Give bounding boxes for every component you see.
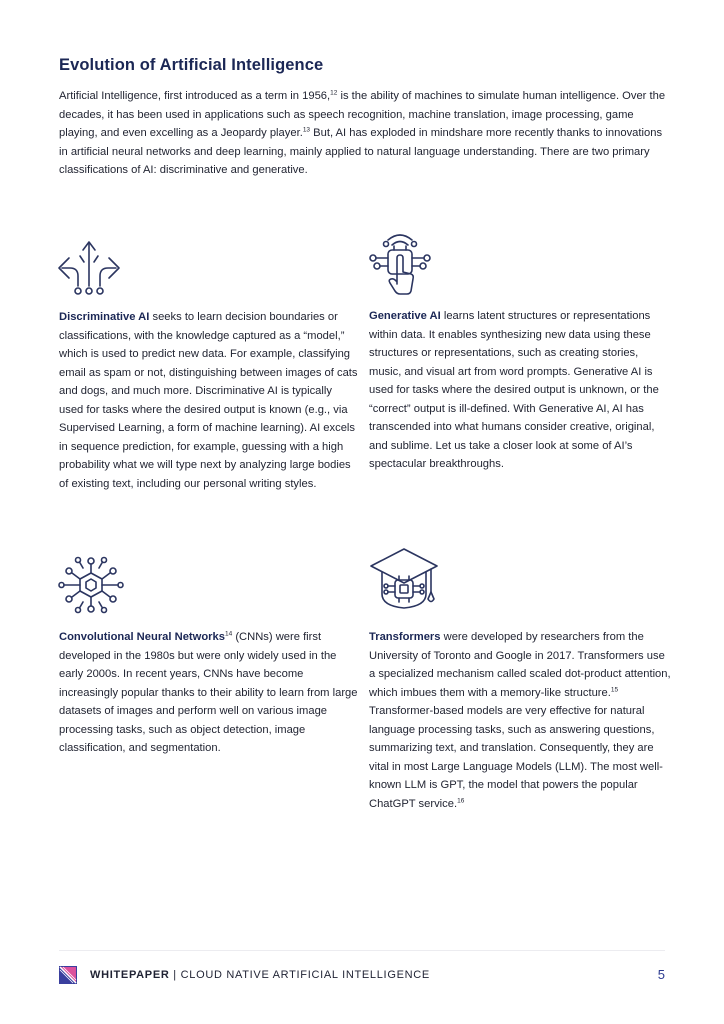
discriminative-ai-term: Discriminative AI bbox=[59, 311, 150, 323]
transformers-term: Transformers bbox=[369, 631, 441, 643]
footnote-ref-12[interactable]: 12 bbox=[330, 89, 338, 97]
intro-text-1: Artificial Intelligence, first introduced as a term in 1956, bbox=[59, 90, 331, 102]
transformers-paragraph bbox=[369, 628, 671, 813]
footnote-ref-16[interactable]: 16 bbox=[457, 796, 465, 804]
discriminative-ai-section bbox=[59, 308, 359, 493]
page-title: Evolution of Artificial Intelligence bbox=[59, 56, 324, 74]
intro-text-3: But, AI has exploded in mindshare more recently thanks to innovations in artificial neural networks and deep learning, mainly applied to natural language understanding. There are two primary classifications of AI: discriminative and generative. bbox=[59, 127, 663, 177]
touch-chip-icon bbox=[366, 228, 434, 300]
discriminative-ai-text: seeks to learn decision boundaries or classifications, with the knowledge captured as a “model,” which is used to predict new data. For example, classifying email as spam or not, distinguishing between images of cats and dogs, and much more. Discriminative AI is typically used for tasks where the desired output is known (e.g., via Supervised Learning, a form of machine learning). AI excels in sequence prediction, for example, guessing with a high probability what we will type next by analyzing large bodies of existing text, including our personal writing styles. bbox=[59, 311, 358, 490]
transformers-text-2: Transformer-based models are very effective for natural language processing tasks, such as answering questions, summarizing text, and translation. Consequently, they are vital in most Large Language Models (LLM). The most well-known LLM is GPT, the model that powers the popular ChatGPT service. bbox=[369, 705, 663, 810]
footer-doc-title: CLOUD NATIVE ARTIFICIAL INTELLIGENCE bbox=[180, 969, 430, 981]
footnote-ref-15[interactable]: 15 bbox=[610, 685, 619, 693]
footer-divider bbox=[59, 950, 665, 951]
generative-ai-term: Generative AI bbox=[369, 310, 441, 322]
footer-label bbox=[90, 969, 430, 981]
footer-doc-type: WHITEPAPER bbox=[90, 969, 170, 981]
neural-network-chip-icon bbox=[58, 554, 124, 616]
cnn-section bbox=[59, 628, 359, 758]
branching-arrows-icon bbox=[56, 238, 122, 300]
footnote-ref-14[interactable]: 14 bbox=[224, 630, 233, 638]
cnn-text: (CNNs) were first developed in the 1980s but were only widely used in the early 2000s. In recent years, CNNs have become increasingly popular thanks to their ability to learn from large datasets of images and perform well on various image processing tasks, such as object detection, image classification, and segmentation. bbox=[59, 631, 358, 754]
page-footer bbox=[59, 966, 665, 986]
cncf-logo-icon bbox=[59, 966, 77, 987]
generative-ai-text: learns latent structures or representations within data. It enables synthesizing new data using these structures or representations, such as creating stories, music, and visual art from word prompts. Generative AI is used for tasks where the desired output is unknown, or the “correct” output is ill-defined. With Generative AI, AI has transcended into what humans consider creative, original, and sublime. Let us take a closer look at some of AI’s spectacular breakthroughs. bbox=[369, 310, 659, 470]
discriminative-ai-paragraph bbox=[59, 308, 359, 493]
page-number: 5 bbox=[657, 967, 665, 982]
transformers-text-1: were developed by researchers from the University of Toronto and Google in 2017. Transformers use a specialized mechanism called scaled dot-product attention, which imbues them with a memory-like structure. bbox=[369, 631, 671, 699]
intro-paragraph bbox=[59, 87, 669, 180]
graduation-cap-chip-icon bbox=[368, 546, 440, 612]
transformers-section bbox=[369, 628, 671, 813]
footer-separator: | bbox=[169, 969, 181, 981]
cnn-paragraph bbox=[59, 628, 359, 758]
generative-ai-paragraph bbox=[369, 307, 671, 474]
intro-text-2: is the ability of machines to simulate human intelligence. Over the decades, it has been used in applications such as speech recognition, machine translation, image processing, game playing, and even excelling as a Jeopardy player. bbox=[59, 90, 666, 140]
footnote-ref-13[interactable]: 13 bbox=[302, 126, 311, 134]
cnn-term: Convolutional Neural Networks bbox=[59, 631, 225, 643]
generative-ai-section bbox=[369, 307, 671, 474]
